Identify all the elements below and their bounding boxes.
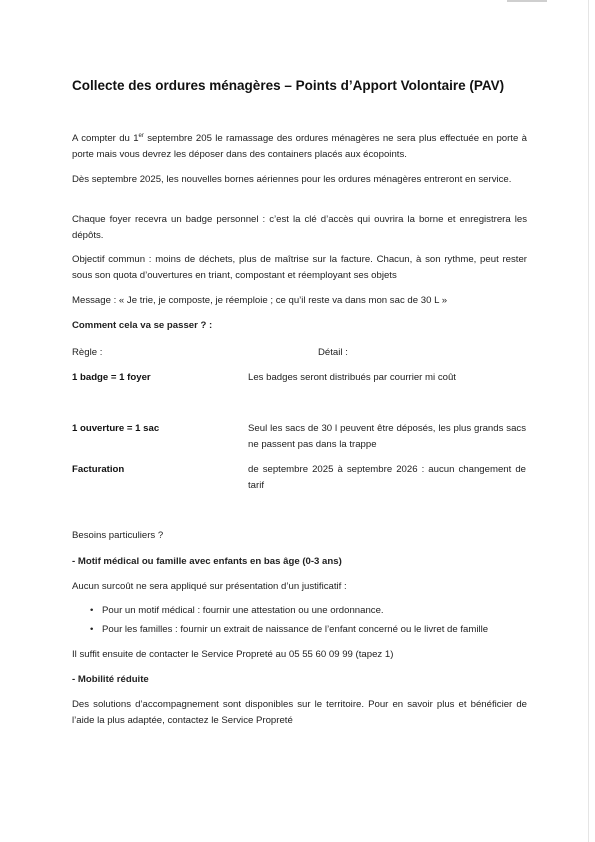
- paragraph-service: Dès septembre 2025, les nouvelles bornes aériennes pour les ordures ménagères entreront en service.: [72, 174, 512, 185]
- column-rule-header: Règle :: [72, 347, 103, 358]
- needs-heading: Besoins particuliers ?: [72, 530, 164, 541]
- paragraph-objective: Objectif commun : moins de déchets, plus de maîtrise sur la facture. Chacun, à son rythme, peut rester sous son quota d’ouvertures en triant, compostant et réemployant ses objets: [72, 254, 527, 281]
- page-title: Collecte des ordures ménagères – Points d’Apport Volontaire (PAV): [72, 78, 505, 93]
- paragraph-message: Message : « Je trie, je composte, je réemploie ; ce qu’il reste va dans mon sac de 30 L »: [72, 295, 448, 306]
- mobility-text: Des solutions d’accompagnement sont disponibles sur le territoire. Pour en savoir plus et bénéficier de l’aide la plus adaptée, contactez le Service Propreté: [72, 699, 527, 726]
- medical-heading: - Motif médical ou famille avec enfants en bas âge (0-3 ans): [72, 556, 342, 567]
- bullet-icon: •: [90, 624, 94, 635]
- paragraph-intro: [72, 131, 527, 163]
- intro-text-b: septembre 205 le ramassage des ordures ménagères ne sera plus effectuée en porte à porte mais vous devrez les déposer dans des containers placés aux écopoints.: [72, 133, 527, 160]
- mobility-heading: - Mobilité réduite: [72, 674, 149, 685]
- bullet-family-text: Pour les familles : fournir un extrait de naissance de l’enfant concerné ou le livret de famille: [102, 624, 489, 635]
- bullet-family: [90, 624, 488, 635]
- column-detail-header: Détail :: [318, 347, 348, 358]
- detail-opening: Seul les sacs de 30 l peuvent être déposés, les plus grands sacs ne passent pas dans la trappe: [248, 423, 526, 450]
- bullet-medical: [90, 605, 384, 616]
- contact-line: Il suffit ensuite de contacter le Service Propreté au 05 55 60 09 99 (tapez 1): [72, 649, 394, 660]
- bullet-icon: •: [90, 605, 94, 616]
- rule-badge: 1 badge = 1 foyer: [72, 372, 151, 383]
- detail-badge: Les badges seront distribués par courrier mi coût: [248, 372, 456, 383]
- rule-billing: Facturation: [72, 464, 125, 475]
- paragraph-badge: Chaque foyer recevra un badge personnel : c’est la clé d’accès qui ouvrira la borne et enregistrera les dépôts.: [72, 214, 527, 241]
- rule-opening: 1 ouverture = 1 sac: [72, 423, 160, 434]
- intro-superscript: er: [138, 132, 144, 139]
- detail-billing: de septembre 2025 à septembre 2026 : aucun changement de tarif: [248, 464, 526, 491]
- scan-mark: [507, 0, 547, 2]
- medical-intro: Aucun surcoût ne sera appliqué sur présentation d’un justificatif :: [72, 581, 347, 592]
- scan-edge: [588, 0, 589, 842]
- how-heading: Comment cela va se passer ? :: [72, 320, 213, 331]
- intro-text-a: A compter du 1: [72, 133, 139, 144]
- bullet-medical-text: Pour un motif médical : fournir une attestation ou une ordonnance.: [102, 605, 384, 616]
